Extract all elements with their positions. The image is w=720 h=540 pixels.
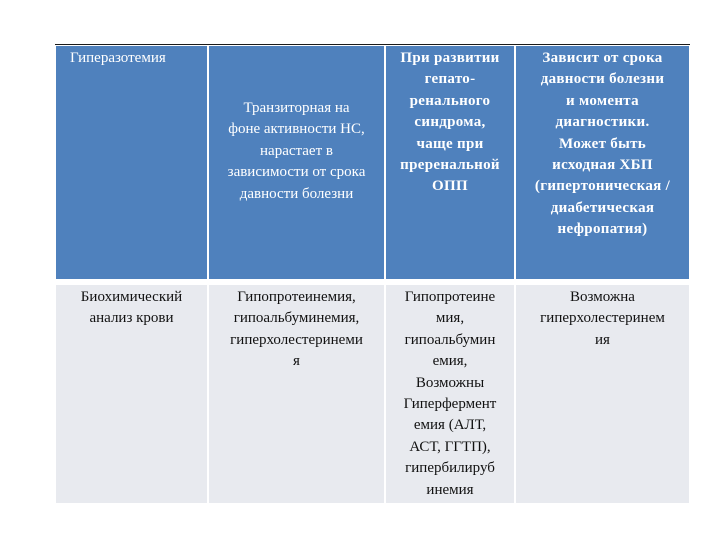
table-top-border	[55, 44, 690, 45]
cell-hyperazotemia-ckd: Зависит от срока давности болезни и момента диагностики. Может быть исходная ХБП (гипертоническая / диабетическая нефропатия)	[516, 46, 689, 279]
cell-hyperazotemia-nephrotic: Транзиторная на фоне активности НС, нарастает в зависимости от срока давности болезни	[209, 46, 384, 279]
cell-biochemistry-ckd: Возможна гиперхолестеринем ия	[516, 285, 689, 503]
cell-biochemistry-hepatorenal: Гипопротеине мия, гипоальбумин емия, Возможны Гиперфермент емия (АЛТ, АСТ, ГГТП), гипербилируб инемия	[386, 285, 514, 503]
cell-hyperazotemia-hepatorenal: При развитии гепато- ренального синдрома, чаще при преренальной ОПП	[386, 46, 514, 279]
row-label-hyperazotemia: Гиперазотемия	[56, 46, 207, 279]
row-label-biochemistry: Биохимический анализ крови	[56, 285, 207, 503]
cell-biochemistry-nephrotic: Гипопротеинемия, гипоальбуминемия, гиперхолестеринеми я	[209, 285, 384, 503]
